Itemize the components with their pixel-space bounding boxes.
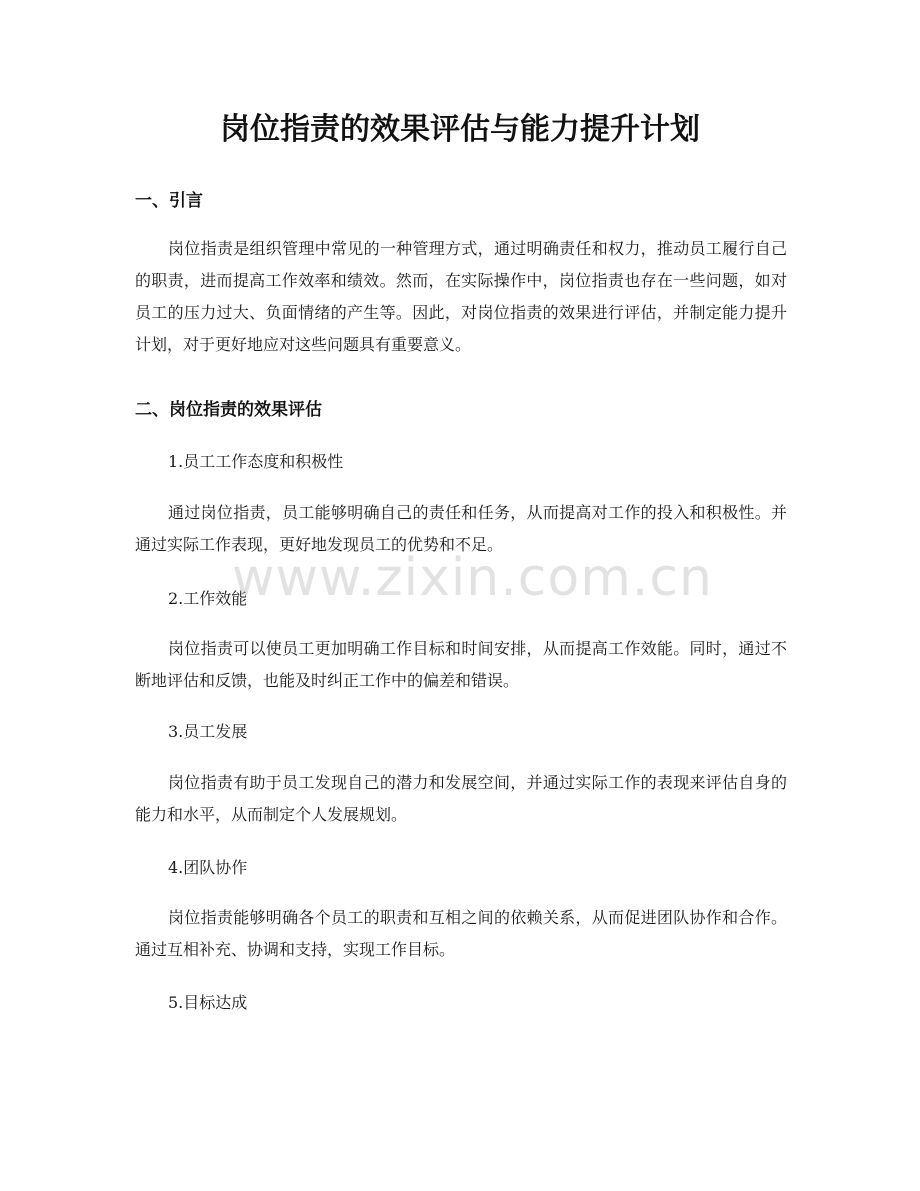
introduction-paragraph: 岗位指责是组织管理中常见的一种管理方式，通过明确责任和权力，推动员工履行自己的职责，进而提高工作效率和绩效。然而，在实际操作中，岗位指责也存在一些问题，如对员工的压力过大、负面情绪的产生等。因此，对岗位指责的效果进行评估，并制定能力提升计划，对于更好地应对这些问题具有重要意义。 — [135, 239, 787, 354]
item-heading-goals: 5.目标达成 — [168, 993, 248, 1012]
watermark: www.zixin.com.cn — [232, 548, 713, 608]
item-heading-efficiency: 2.工作效能 — [168, 589, 248, 608]
item-paragraph-development: 岗位指责有助于员工发现自己的潜力和发展空间，并通过实际工作的表现来评估自身的能力和水平，从而制定个人发展规划。 — [135, 773, 787, 824]
item-paragraph-attitude: 通过岗位指责，员工能够明确自己的责任和任务，从而提高对工作的投入和积极性。并通过实际工作表现，更好地发现员工的优势和不足。 — [135, 503, 787, 554]
section-heading-evaluation: 二、岗位指责的效果评估 — [135, 400, 322, 420]
item-heading-teamwork: 4.团队协作 — [168, 858, 248, 877]
item-heading-attitude: 1.员工工作态度和积极性 — [168, 452, 344, 471]
document-title: 岗位指责的效果评估与能力提升计划 — [220, 112, 700, 147]
item-paragraph-teamwork: 岗位指责能够明确各个员工的职责和互相之间的依赖关系，从而促进团队协作和合作。通过互相补充、协调和支持，实现工作目标。 — [135, 908, 787, 959]
item-paragraph-efficiency: 岗位指责可以使员工更加明确工作目标和时间安排，从而提高工作效能。同时，通过不断地评估和反馈，也能及时纠正工作中的偏差和错误。 — [135, 639, 787, 690]
section-heading-introduction: 一、引言 — [135, 191, 203, 211]
item-heading-development: 3.员工发展 — [168, 722, 248, 741]
